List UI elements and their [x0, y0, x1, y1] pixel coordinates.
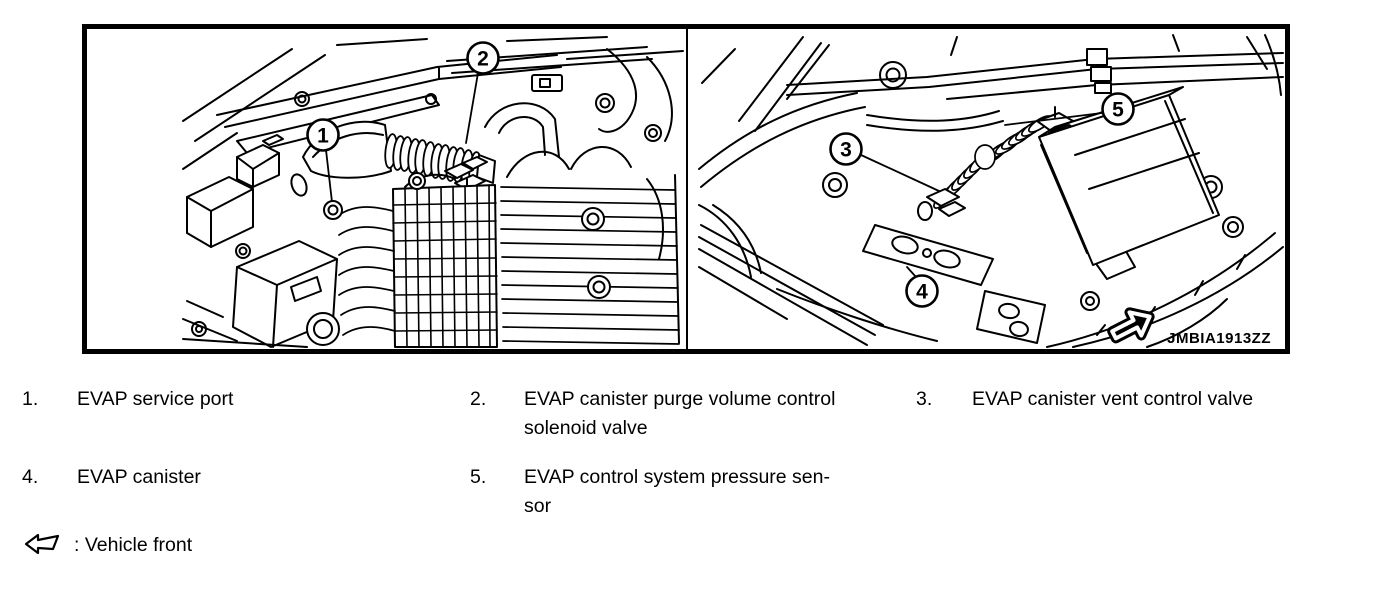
- vehicle-front-arrow-icon: [1108, 305, 1155, 346]
- legend-item-2-line-1: EVAP canister purge volume control: [524, 388, 836, 410]
- canister-bracket: [863, 225, 1045, 343]
- legend-item-2-label: [524, 385, 835, 443]
- callout-2-number: 2: [477, 47, 489, 71]
- legend-item-5-line-1: EVAP control system pressure sen-: [524, 466, 830, 488]
- figure-frame: [82, 24, 1290, 354]
- legend-item-5-label: [524, 463, 830, 521]
- legend-item-2-line-2: solenoid valve: [524, 417, 648, 439]
- legend-item-5-line-2: sor: [524, 495, 552, 517]
- legend-item-3-label: [972, 385, 1253, 414]
- legend-item-4-number: 4.: [22, 466, 39, 488]
- legend-item-3-line-1: EVAP canister vent control valve: [972, 388, 1254, 410]
- vent-control-valve: [918, 189, 965, 220]
- legend-item-1-label: [77, 385, 233, 414]
- vehicle-front-key-arrow-icon: [24, 532, 62, 561]
- callout-1-number: 1: [317, 124, 329, 148]
- legend-item-4-label: [77, 463, 201, 492]
- legend-item-2-number: 2.: [470, 388, 487, 410]
- legend-item-4-line-1: EVAP canister: [77, 466, 201, 488]
- intake-manifold: [393, 173, 497, 347]
- legend-item-5-number: 5.: [470, 466, 487, 488]
- callout-3-number: 3: [840, 138, 852, 162]
- callout-4-number: 4: [916, 280, 928, 304]
- engine-compartment-view: [183, 37, 683, 347]
- callout-2: [466, 43, 499, 144]
- legend-item-3-number: 3.: [916, 388, 933, 410]
- legend-item-1-line-1: EVAP service port: [77, 388, 234, 410]
- legend-item-1-number: 1.: [22, 388, 39, 410]
- figure-id-label: JMBIA1913ZZ: [1167, 330, 1271, 347]
- evap-location-diagram: [87, 29, 1285, 349]
- callout-4: [907, 267, 938, 307]
- underbody-view: [699, 35, 1283, 347]
- callout-5-number: 5: [1112, 98, 1124, 122]
- vehicle-front-key-label: : Vehicle front: [74, 534, 193, 556]
